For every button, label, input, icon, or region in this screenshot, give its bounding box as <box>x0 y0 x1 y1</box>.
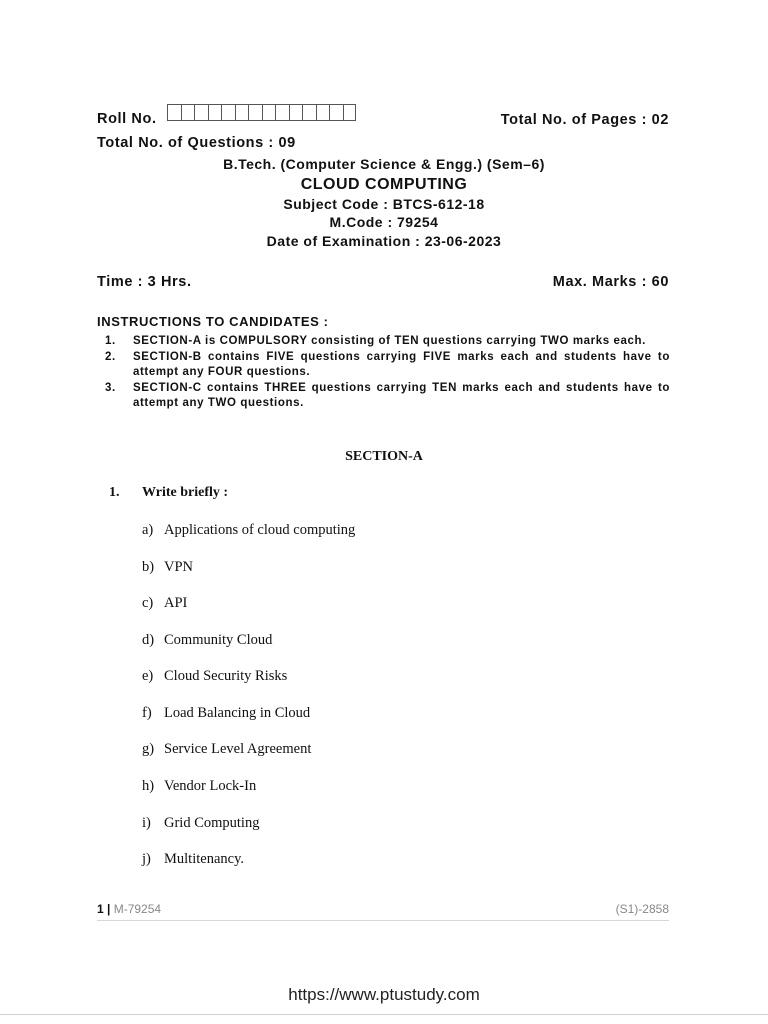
sub-question-text: VPN <box>164 559 194 575</box>
sub-question-item <box>142 778 256 795</box>
subject-code: Subject Code : BTCS-612-18 <box>283 196 485 212</box>
roll-no-box[interactable] <box>194 104 208 121</box>
sub-question-letter: f) <box>142 705 152 721</box>
sub-question-letter: j) <box>142 851 151 867</box>
roll-no-box[interactable] <box>289 104 303 121</box>
sub-question-text: Load Balancing in Cloud <box>164 705 311 721</box>
sub-question-letter: e) <box>142 668 154 684</box>
bottom-divider <box>0 1014 768 1015</box>
instruction-number: 1. <box>105 335 116 347</box>
sub-question-item <box>142 668 287 685</box>
total-pages: Total No. of Pages : 02 <box>500 112 669 128</box>
roll-no-box[interactable] <box>343 104 357 121</box>
roll-no-box[interactable] <box>316 104 330 121</box>
roll-no-box[interactable] <box>167 104 181 121</box>
sub-question-letter: h) <box>142 778 155 794</box>
sub-question-item <box>142 741 311 758</box>
roll-no-box[interactable] <box>235 104 249 121</box>
total-questions: Total No. of Questions : 09 <box>97 135 296 151</box>
sub-question-item <box>142 851 244 868</box>
question-number: 1. <box>109 485 120 500</box>
footer-page-number: 1 | <box>97 902 111 916</box>
instruction-item <box>97 381 670 412</box>
section-a-heading: SECTION-A <box>345 449 423 464</box>
roll-no-box[interactable] <box>181 104 195 121</box>
instruction-text: SECTION-C contains THREE questions carrying TEN marks each and students have to attempt any TWO questions. <box>133 381 670 409</box>
sub-question-text: Vendor Lock-In <box>164 778 257 794</box>
footer-m-code: M-79254 <box>113 902 162 916</box>
roll-no-box[interactable] <box>248 104 262 121</box>
roll-no-box[interactable] <box>275 104 289 121</box>
sub-question-text: Service Level Agreement <box>164 741 312 757</box>
question-title: Write briefly : <box>142 485 229 500</box>
instruction-item <box>97 334 670 350</box>
roll-no-boxes <box>167 104 356 121</box>
footer-page-info <box>97 902 161 916</box>
sub-question-text: Multitenancy. <box>164 851 244 867</box>
subject-title: CLOUD COMPUTING <box>300 176 468 193</box>
instruction-text: SECTION-A is COMPULSORY consisting of TEN questions carrying TWO marks each. <box>133 335 646 347</box>
instructions-heading: INSTRUCTIONS TO CANDIDATES : <box>97 314 329 329</box>
sub-question-text: Applications of cloud computing <box>164 522 356 538</box>
max-marks: Max. Marks : 60 <box>552 274 669 290</box>
exam-date: Date of Examination : 23-06-2023 <box>266 233 502 249</box>
roll-no-box[interactable] <box>208 104 222 121</box>
instruction-number: 3. <box>105 381 116 394</box>
roll-no-box[interactable] <box>302 104 316 121</box>
footer-divider <box>97 920 669 921</box>
sub-question-item <box>142 559 193 576</box>
sub-question-item <box>142 815 259 832</box>
sub-question-text: Community Cloud <box>164 632 273 648</box>
sub-question-item <box>142 522 355 539</box>
instruction-number: 2. <box>105 350 116 363</box>
sub-question-text: Grid Computing <box>164 815 260 831</box>
roll-no-label: Roll No. <box>97 111 157 127</box>
sub-question-letter: c) <box>142 595 154 611</box>
sub-question-item <box>142 632 272 649</box>
roll-no-box[interactable] <box>262 104 276 121</box>
roll-no-box[interactable] <box>221 104 235 121</box>
instruction-text: SECTION-B contains FIVE questions carrying FIVE marks each and students have to attempt any FOUR questions. <box>133 350 670 378</box>
sub-question-text: API <box>164 595 188 611</box>
sub-question-letter: g) <box>142 741 155 757</box>
sub-question-letter: b) <box>142 559 155 575</box>
footer-paper-code: (S1)-2858 <box>615 902 669 916</box>
exam-time: Time : 3 Hrs. <box>97 274 192 290</box>
roll-no-box[interactable] <box>329 104 343 121</box>
sub-question-letter: i) <box>142 815 151 831</box>
sub-question-item <box>142 595 187 612</box>
sub-question-item <box>142 705 310 722</box>
course-title: B.Tech. (Computer Science & Engg.) (Sem–6) <box>223 156 545 172</box>
sub-question-letter: a) <box>142 522 154 538</box>
sub-question-letter: d) <box>142 632 155 648</box>
instruction-item <box>97 350 670 381</box>
instructions-list <box>97 334 670 412</box>
website-url[interactable]: https://www.ptustudy.com <box>288 985 480 1004</box>
m-code: M.Code : 79254 <box>329 214 439 230</box>
sub-question-text: Cloud Security Risks <box>164 668 288 684</box>
